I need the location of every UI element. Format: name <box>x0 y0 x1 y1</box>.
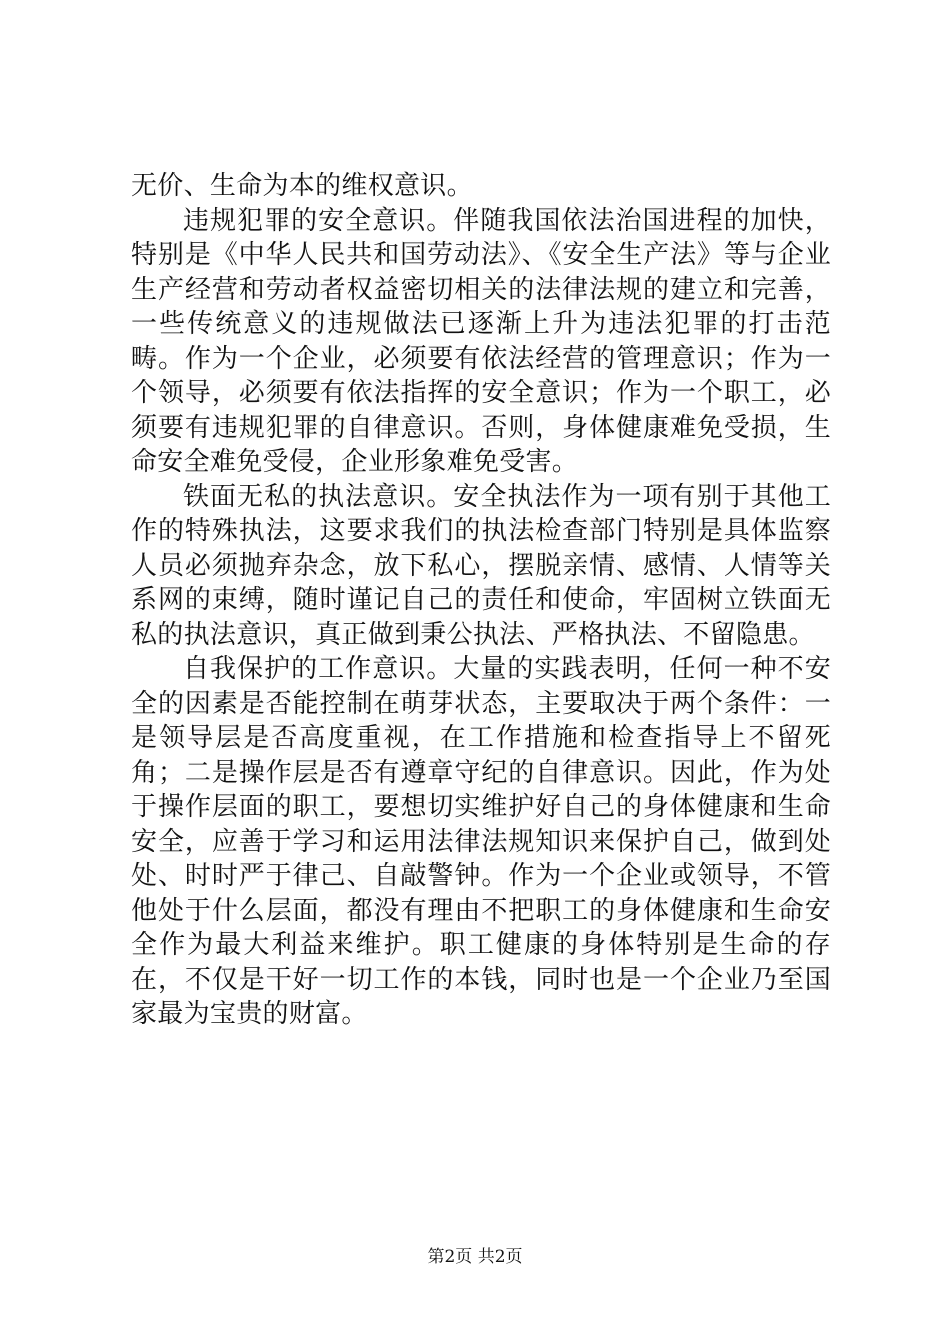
page-number-footer: 第2页 共2页 <box>427 1247 523 1267</box>
document-body <box>131 169 831 1032</box>
paragraph-law-enforcement-awareness: 铁面无私的执法意识。安全执法作为一项有别于其他工作的特殊执法，这要求我们的执法检查部门特别是具体监察人员必须抛弃杂念，放下私心，摆脱亲情、感情、人情等关系网的束缚，随时谨记自己的责任和使命，牢固树立铁面无私的执法意识，真正做到秉公执法、严格执法、不留隐患。 <box>131 481 831 650</box>
paragraph-violation-awareness: 违规犯罪的安全意识。伴随我国依法治国进程的加快，特别是《中华人民共和国劳动法》、《安全生产法》等与企业生产经营和劳动者权益密切相关的法律法规的建立和完善，一些传统意义的违规做法已逐渐上升为违法犯罪的打击范畴。作为一个企业，必须要有依法经营的管理意识；作为一个领导，必须要有依法指挥的安全意识；作为一个职工，必须要有违规犯罪的自律意识。否则，身体健康难免受损，生命安全难免受侵，企业形象难免受害。 <box>131 205 831 477</box>
paragraph-continuation: 无价、生命为本的维权意识。 <box>131 171 473 201</box>
paragraph-self-protection-awareness: 自我保护的工作意识。大量的实践表明，任何一种不安全的因素是否能控制在萌芽状态，主要取决于两个条件：一是领导层是否高度重视，在工作措施和检查指导上不留死角；二是操作层是否有遵章守纪的自律意识。因此，作为处于操作层面的职工，要想切实维护好自己的身体健康和生命安全，应善于学习和运用法律法规知识来保护自己，做到处处、时时严于律己、自敲警钟。作为一个企业或领导，不管他处于什么层面，都没有理由不把职工的身体健康和生命安全作为最大利益来维护。职工健康的身体特别是生命的存在，不仅是干好一切工作的本钱，同时也是一个企业乃至国家最为宝贵的财富。 <box>131 654 831 1029</box>
